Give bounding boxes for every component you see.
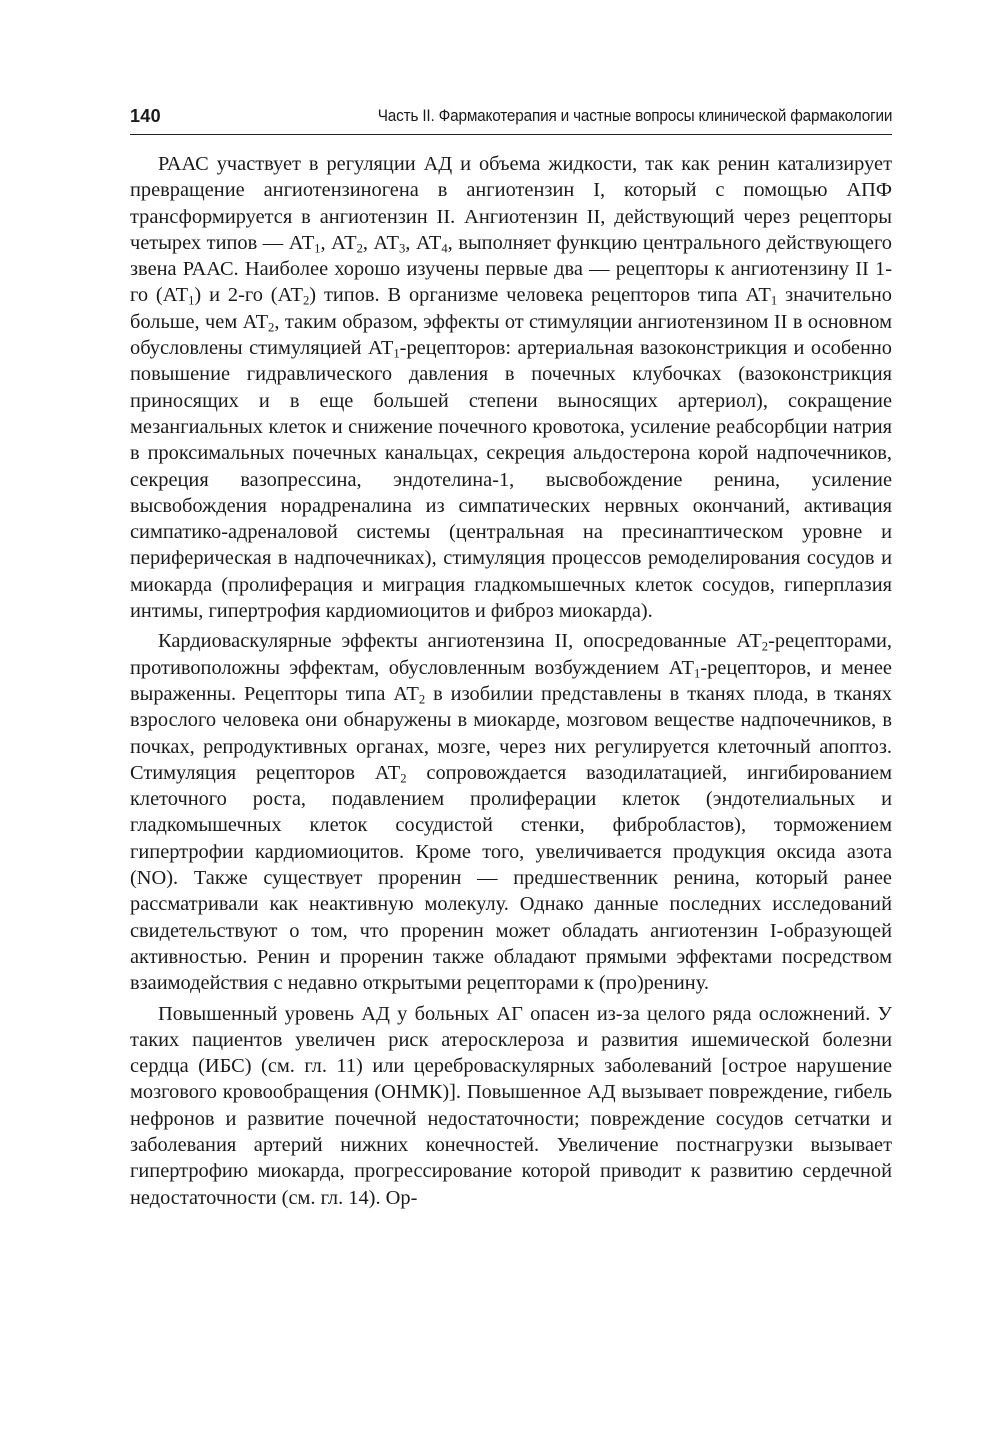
text-run: сопровождается вазодилатацией, ингибированием клеточного роста, подавлением пролиферации клеток (эндотелиальных и гладкомышечных клеток сосудистой стенки, фибробластов), торможением гипертрофии кардиомиоцитов. Кроме того, увеличивается продукция оксида азота (NO). Также существует проренин — предшественник ренина, который ранее рассматривали как неактивную молекулу. Однако данные последних исследований свидетельствуют о том, что проренин может обладать ангиотензин I-образующей активностью. Ренин и проренин также обладают прямыми эффектами посредством взаимодействия с недавно открытыми рецепторами к (про)ренину. [130,761,892,995]
text-run: в изобилии представлены в тканях плода, в тканях взрослого человека они обнаружены в миокарде, мозговом веществе надпочечников, в почках, репродуктивных органах, мозге, через них регулируется клеточный апоптоз. Стимуляция рецепторов АТ [130,682,892,784]
paragraph-cardiovascular-effects [130,628,892,996]
text-run: значительно больше, чем АТ [130,284,892,333]
body-text [130,151,892,1211]
paragraph-hypertension-complications [130,1001,892,1211]
text-run: Повышенный уровень АД у больных АГ опасен из-за целого ряда осложнений. У таких пациентов увеличен риск атеросклероза и развития ишемической болезни сердца (ИБС) (см. гл. 11) или цереброваскулярных заболеваний [острое нарушение мозгового кровообращения (ОНМК)]. Повышенное АД вызывает повреждение, гибель нефронов и развитие почечной недостаточности; повреждение сосудов сетчатки и заболевания артерий нижних конечностей. Увеличение постнагрузки вызывает гипертрофию миокарда, прогрессирование которой приводит к развитию сердечной недостаточности (см. гл. 14). Ор- [130,1002,892,1209]
running-title: Часть II. Фармакотерапия и частные вопросы клинической фармакологии [377,107,892,125]
text-run: Кардиоваскулярные эффекты ангиотензина II, опосредованные АТ [158,630,762,653]
text-run: -рецепторов: артериальная вазоконстрикция и особенно повышение гидравлического давления в почечных клубочках (вазоконстрикция приносящих и в еще большей степени выносящих артериол), сокращение мезангиальных клеток и снижение почечного кровотока, усиление реабсорбции натрия в проксимальных почечных канальцах, секреция альдостерона корой надпочечников, секреция вазопрессина, эндотелина-1, высвобождение ренина, усиление высвобождения норадреналина из симпатических нервных окончаний, активация симпатико-адреналовой системы (центральная на пресинаптическом уровне и периферическая в надпочечниках), стимуляция процессов ремоделирования сосудов и миокарда (пролиферация и миграция гладкомышечных клеток сосудов, гиперплазия интимы, гипертрофия кардиомиоцитов и фиброз миокарда). [130,337,892,623]
subscript: 2 [268,320,275,335]
subscript: 4 [441,241,448,256]
running-header [130,100,892,135]
text-run: -рецепторами, противоположны эффектам, обусловленным возбуждением АТ [130,630,892,679]
text-run: , АТ [320,231,357,254]
subscript: 2 [302,294,310,309]
subscript: 2 [761,639,769,654]
text-run: РААС участвует в регуляции АД и объема жидкости, так как ренин катализирует превращение ангиотензиногена в ангиотензин I, который с помощью АПФ трансформируется в ангиотензин II. Ангиотензин II, действующий через рецепторы четырех типов — АТ [130,153,892,254]
subscript: 2 [356,241,363,256]
text-run: , таким образом, эффекты от стимуляции ангиотензином II в основном обусловлены стимуляцией АТ [130,310,893,360]
paragraph-raas-regulation [130,151,892,624]
text-run: ) типов. В организме человека рецепторов типа АТ [309,284,771,307]
text-run: ) и 2-го (АТ [194,284,303,307]
subscript: 2 [400,771,407,786]
subscript: 1 [188,294,195,309]
subscript: 2 [418,692,426,707]
text-run: , АТ [405,231,442,254]
page-number: 140 [130,106,161,126]
text-run: , выполняет функцию центрального действующего звена РААС. Наиболее хорошо изучены первые два — рецепторы к ангиотензину II 1-го (АТ [130,231,892,307]
subscript: 3 [398,241,406,256]
text-run: -рецепторов, и менее выраженны. Рецепторы типа АТ [130,656,892,705]
subscript: 1 [770,294,778,309]
subscript: 1 [393,346,400,361]
text-run: , АТ [362,231,399,254]
subscript: 1 [314,241,321,256]
subscript: 1 [694,666,701,681]
